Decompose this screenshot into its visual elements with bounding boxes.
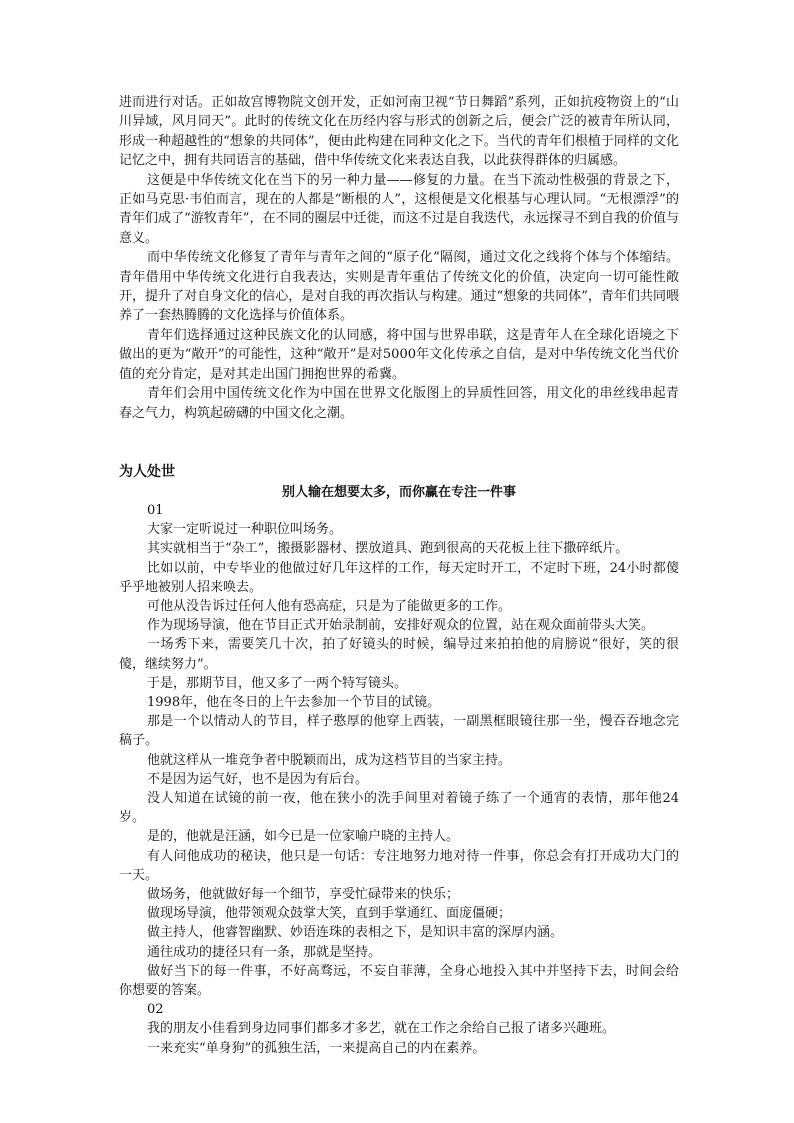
paragraph: 是的，他就是汪涵，如今已是一位家喻户晓的主持人。 bbox=[147, 829, 460, 845]
paragraph: 其实就相当于“杂工”，搬摄影器材、摆放道具、跑到很高的天花板上往下撒碎纸片。 bbox=[147, 541, 629, 557]
paragraph: 于是，那期节目，他又多了一两个特写镜头。 bbox=[147, 675, 408, 691]
paragraph: 而中华传统文化修复了青年与青年之间的“原子化”隔阂，通过文化之线将个体与个体缩结。青年借用中华传统文化进行自我表达，实则是青年重估了传统文化的价值，决定向一切可能性敞开，提升了对自身文化的信心，是对自我的再次指认与构建。通过“想象的共同体”，青年们共同喂养了一套热腾腾的文化选择与价值体系。 bbox=[119, 250, 679, 324]
paragraph: 这便是中华传统文化在当下的另一种力量——修复的力量。在当下流动性极强的背景之下，正如马克思·韦伯而言，现在的人都是“断根的人”，这根便是文化根基与心理认同。“无根漂浮”的青年们成了“游牧青年”，在不同的圈层中迁徙，而这不过是自我迭代，永远探寻不到自我的价值与意义。 bbox=[119, 172, 679, 246]
paragraph: 他就这样从一堆竞争者中脱颖而出，成为这档节目的当家主持。 bbox=[147, 752, 512, 768]
paragraph: 进而进行对话。正如故宫博物院文创开发，正如河南卫视“节日舞蹈”系列，正如抗疫物资上的“山川异域，风月同天”。此时的传统文化在历经内容与形式的创新之后，便会广泛的被青年所认同，形成一种超越性的“想象的共同体”，便由此构建在同种文化之下。当代的青年们根植于同样的文化记忆之中，拥有共同语言的基础，借中华传统文化来表达自我，以此获得群体的归属感。 bbox=[119, 95, 679, 169]
section-heading: 为人处世 bbox=[119, 464, 175, 480]
paragraph: 青年们选择通过这种民族文化的认同感，将中国与世界串联，这是青年人在全球化语境之下做出的更为“敞开”的可能性，这种“敞开”是对5000年文化传承之自信，是对中华传统文化当代价值的充分肯定，是对其走出国门拥抱世界的希冀。 bbox=[119, 327, 679, 382]
paragraph: 青年们会用中国传统文化作为中国在世界文化版图上的异质性回答，用文化的串丝线串起青春之气力，构筑起磅礴的中国文化之潮。 bbox=[119, 386, 679, 421]
paragraph: 一场秀下来，需要笑几十次，拍了好镜头的时候，编导过来拍拍他的肩膀说“很好，笑的很傻，继续努力”。 bbox=[119, 637, 679, 672]
section-number: 02 bbox=[147, 1002, 164, 1018]
paragraph: 大家一定听说过一种职位叫场务。 bbox=[147, 522, 343, 538]
paragraph: 做好当下的每一件事，不好高骛远，不妄自菲薄，全身心地投入其中并坚持下去，时间会给你想要的答案。 bbox=[119, 963, 679, 999]
paragraph: 那是一个以情动人的节目，样子憨厚的他穿上西装，一副黑框眼镜往那一坐，慢吞吞地念完稿子。 bbox=[119, 714, 679, 749]
paragraph: 一来充实“单身狗”的孤独生活，一来提高自己的内在素养。 bbox=[147, 1040, 486, 1056]
paragraph: 可他从没告诉过任何人他有恐高症，只是为了能做更多的工作。 bbox=[147, 599, 512, 615]
article-title: 别人输在想要太多，而你赢在专注一件事 bbox=[281, 485, 516, 500]
paragraph: 做场务，他就做好每一个细节，享受忙碌带来的快乐； bbox=[147, 887, 460, 903]
section-number: 01 bbox=[147, 503, 164, 518]
paragraph: 有人问他成功的秘诀，他只是一句话：专注地努力地对待一件事，你总会有打开成功大门的一天。 bbox=[119, 848, 679, 883]
essay-continuation bbox=[119, 93, 679, 423]
paragraph: 做现场导演，他带领观众鼓掌大笑，直到手掌通红、面庞僵硬； bbox=[147, 906, 512, 922]
paragraph: 作为现场导演，他在节目正式开始录制前，安排好观众的位置，站在观众面前带头大笑。 bbox=[147, 618, 655, 634]
paragraph: 不是因为运气好，也不是因为有后台。 bbox=[147, 771, 369, 787]
paragraph: 比如以前，中专毕业的他做过好几年这样的工作，每天定时开工，不定时下班，24小时都傻乎乎地被别人招来唤去。 bbox=[119, 560, 679, 595]
paragraph: 没人知道在试镜的前一夜，他在狭小的洗手间里对着镜子练了一个通宵的表情，那年他24岁。 bbox=[119, 791, 679, 826]
paragraph: 通往成功的捷径只有一条，那就是坚持。 bbox=[147, 944, 382, 960]
paragraph: 1998年，他在冬日的上午去参加一个节目的试镜。 bbox=[147, 695, 441, 711]
article-body bbox=[119, 501, 679, 1058]
paragraph: 我的朋友小佳看到身边同事们都多才多艺，就在工作之余给自己报了诸多兴趣班。 bbox=[147, 1021, 616, 1037]
paragraph: 做主持人，他睿智幽默、妙语连珠的表相之下，是知识丰富的深厚内涵。 bbox=[147, 925, 564, 941]
